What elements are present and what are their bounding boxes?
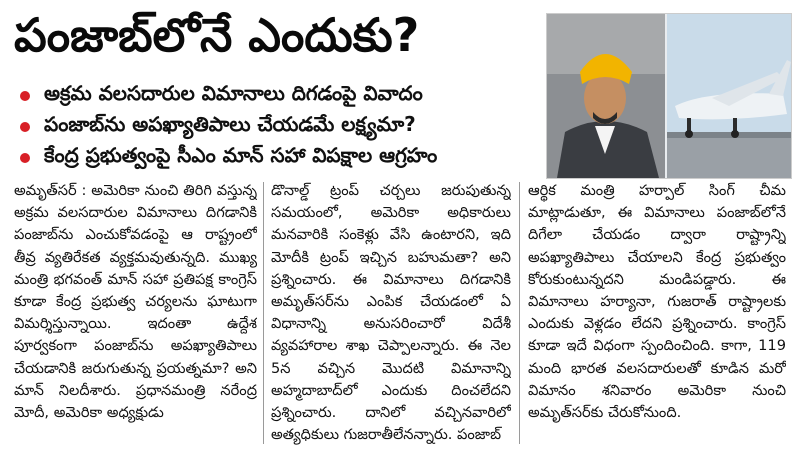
bullet-text: అక్రమ వలసదారుల విమానాలు దిగడంపై వివాదం xyxy=(44,81,423,105)
bullet-item xyxy=(14,142,534,173)
bullet-item xyxy=(14,111,534,142)
article-column-2: డొనాల్డ్ ట్రంప్ చర్చలు జరుపుతున్న సమయంలో, అమెరికా అధికారులు మనవారికి సంకెళ్లు వేసి ఉంటారని, ఇది మోదీకి ట్రంప్ ఇచ్చిన బహుమతా? అని ప్రశ్నించారు. ఈ విమానాలు దిగడానికి అమృత్‌సర్‌ను ఎంపిక చేయడంలో ఏ విధానాన్ని అనుసరించారో విదేశీ వ్యవహారాల శాఖ చెప్పాలన్నారు. ఈ నెల 5న వచ్చిన మొదటి విమానాన్ని అహ్మదాబాద్‌లో ఎందుకు దించలేదని ప్రశ్నించారు. దానిలో వచ్చినవారిలో అత్యధికులు గుజరాతీలేనన్నారు. పంజాబ్ xyxy=(271,182,511,444)
bullet-dot-icon xyxy=(20,153,30,163)
bullet-item xyxy=(14,80,534,111)
photo-illustration xyxy=(547,14,791,178)
article-column-1: అమృత్‌సర్ : అమెరికా నుంచి తిరిగి వస్తున్న అక్రమ వలసదారుల విమానాలు దిగడానికి పంజాబ్‌ను ఎంచుకోవడంపై ఆ రాష్ట్రంలో తీవ్ర వ్యతిరేకత వ్యక్తమవుతున్నది. ముఖ్య మంత్రి భగవంత్ మాన్ సహా ప్రతిపక్ష కాంగ్రెస్ కూడా కేంద్ర ప్రభుత్వ చర్యలను ఘాటుగా విమర్శిస్తున్నాయి. ఇదంతా ఉద్దేశ పూర్వకంగా పంజాబ్‌ను అపఖ్యాతిపాలు చేయడానికి జరుగుతున్న ప్రయత్నమా? అని మాన్ నిలదీశారు. ప్రధానమంత్రి నరేంద్ర మోదీ, అమెరికా అధ్యక్షుడు xyxy=(14,182,257,422)
bullet-dot-icon xyxy=(20,122,30,132)
article-body xyxy=(14,180,790,448)
bullet-text: కేంద్ర ప్రభుత్వంపై సీఎం మాన్ సహా విపక్షాల ఆగ్రహం xyxy=(44,143,438,167)
column-divider xyxy=(519,182,520,444)
bullet-list xyxy=(14,80,534,173)
column-divider xyxy=(263,182,264,444)
bullet-text: పంజాబ్‌ను అపఖ్యాతిపాలు చేయడమే లక్ష్యమా? xyxy=(44,112,416,136)
article-column-3: ఆర్థిక మంత్రి హర్పాల్ సింగ్ చీమ మాట్లాడుతూ, ఈ విమానాలు పంజాబ్‌లోనే దిగేలా చేయడం ద్వారా రాష్ట్రాన్ని అపఖ్యాతిపాలు చేయాలని కేంద్ర ప్రభుత్వం కోరుకుంటున్నదని మండిపడ్డారు. ఈ విమానాలు హర్యానా, గుజరాత్ రాష్ట్రాలకు ఎందుకు వెళ్లడం లేదని ప్రశ్నించారు. కాంగ్రెస్ కూడా ఇదే విధంగా స్పందించింది. కాగా, 119 మంది భారత వలసదారులతో కూడిన మరో విమానం శనివారం అమెరికా నుంచి అమృత్‌సర్‌కు చేరుకోనుంది. xyxy=(528,182,786,422)
bullet-dot-icon xyxy=(20,91,30,101)
news-photo xyxy=(546,13,792,179)
headline: పంజాబ్‌లోనే ఎందుకు? xyxy=(14,8,420,62)
